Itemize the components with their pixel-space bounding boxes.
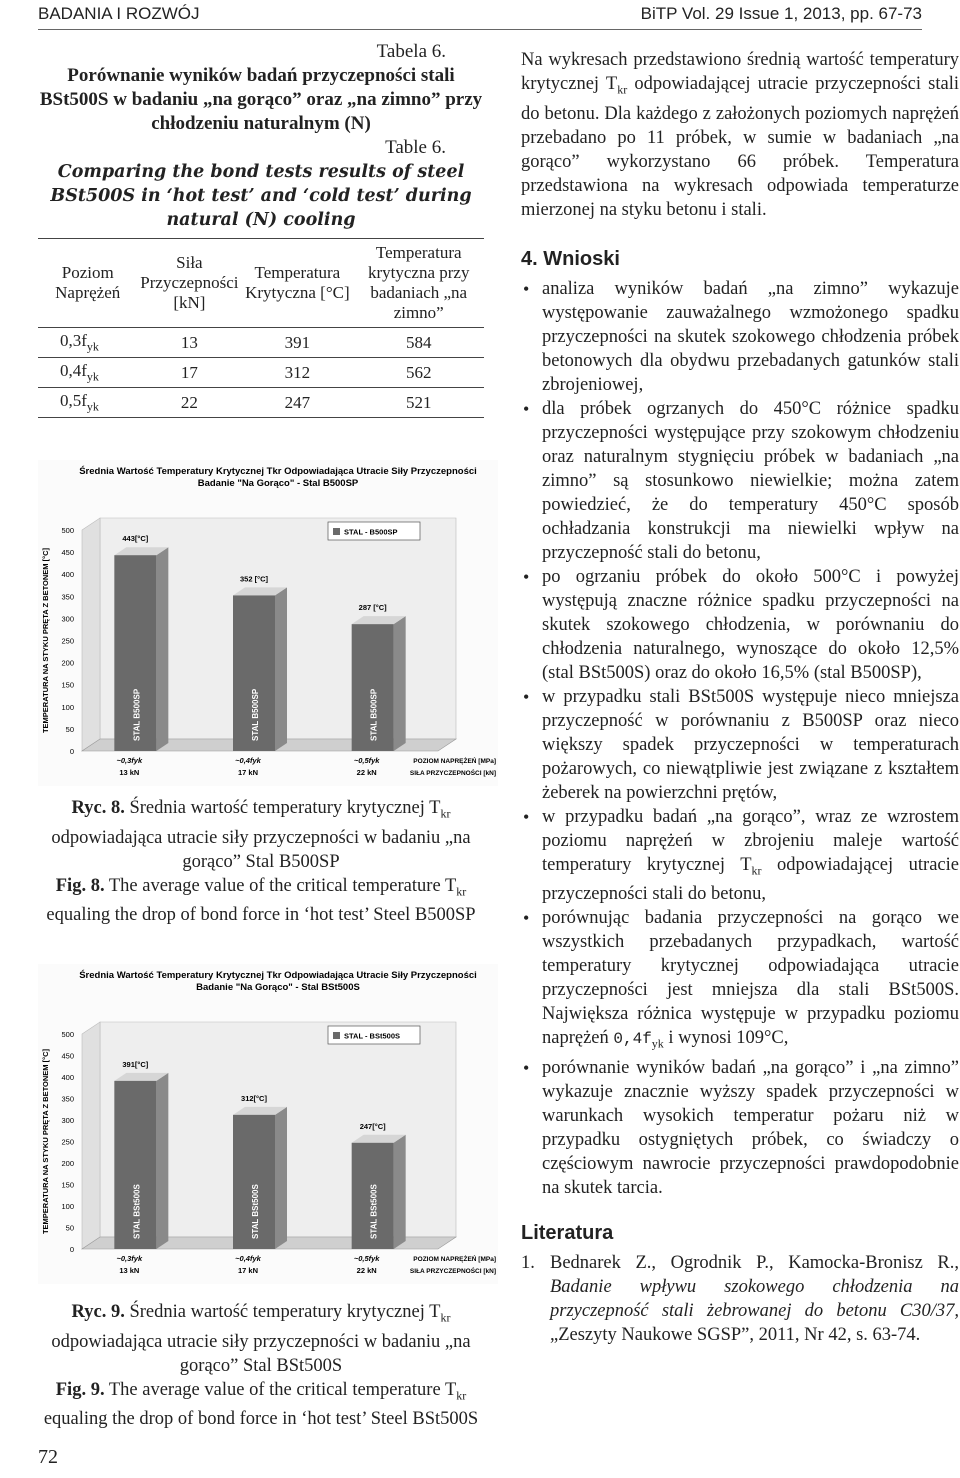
cell-tcrit: 391 <box>241 328 353 358</box>
bar-side <box>394 1135 406 1249</box>
y-tick-label: 50 <box>65 1223 74 1233</box>
x-tick-force: 13 kN <box>119 1266 140 1275</box>
col-header-tcrit: Temperatura Krytyczna [°C] <box>241 239 353 328</box>
y-tick-label: 100 <box>61 1202 74 1211</box>
y-tick-label: 250 <box>61 1137 74 1147</box>
legend-label: STAL - B500SP <box>344 527 398 537</box>
reference-item: 1. Bednarek Z., Ogrodnik P., Kamocka-Bronisz R., Badanie wpływu szokowego chłodzenia na przyczepność stali żebrowanej do betonu C30/37, „Zeszyty Naukowe SGSP”, 2011, Nr 42, s. 63-74. <box>521 1253 959 1346</box>
cell-tcrit: 247 <box>241 388 353 418</box>
y-tick-label: 350 <box>61 592 74 602</box>
cell-tcold: 562 <box>353 358 484 388</box>
cell-force: 13 <box>137 328 241 358</box>
y-tick-label: 150 <box>61 680 74 690</box>
x-tick-force: 22 kN <box>356 1266 377 1275</box>
data-label: 287 [°C] <box>358 603 387 613</box>
cell-level: $0,4f_{yk}$ <box>38 358 137 388</box>
cell-tcold: 521 <box>353 388 484 418</box>
y-tick-label: 400 <box>61 570 74 580</box>
page-number: 72 <box>38 1446 58 1468</box>
chart-side-wall <box>82 518 100 751</box>
x-axis-label: POZIOM NAPRĘŻEŃ [MPa] <box>413 1256 496 1263</box>
x-tick-force: 17 kN <box>237 1266 259 1275</box>
references-list <box>521 1251 959 1347</box>
y-tick-label: 50 <box>65 724 74 734</box>
legend-swatch <box>333 528 340 535</box>
data-label: 352 [°C] <box>239 574 269 584</box>
cell-tcrit: 312 <box>241 358 353 388</box>
figure-9-chart <box>38 964 498 1284</box>
table-row <box>38 358 484 388</box>
list-item: • dla próbek ogrzanych do 450°C różnice spadku przyczepności występujące przy szokowym chłodzeniu oraz naturalnym stygnięciu próbek w badaniach „na zimno” są stosunkowo niewielkie; można zatem powiedzieć, że do temperatury 450°C sposób ochładzania konstrukcji ma niewielki wpływ na przyczepność stali do betonu, <box>521 397 959 565</box>
chart-title: Badanie "Na Gorąco" - Stal B500SP <box>197 478 359 489</box>
figure-8-chart <box>38 460 498 786</box>
list-item: • w przypadku stali BSt500S występuje nieco mniejsza przyczepność w porównaniu z B500SP oraz nieco większy spadek przyczepności w temperaturach pożarowych, co niewątpliwie jest związane z kształtem żeberek na powierzchni prętów, <box>521 685 959 805</box>
intro-paragraph: Na wykresach przedstawiono średnią wartość temperatury krytycznej $T_{kr}$ odpowiadającej utracie przyczepności stali do betonu. Dla każdego z założonych poziomych naprężeń przebadano po 11 próbek, w sumie w badaniach „na gorąco” wykorzystano 66 próbek. Temperatura przedstawiona na wykresach odpowiada temperaturze mierzonej na styku betonu i stali. <box>521 50 960 220</box>
figure-8-caption: Ryc. 8. Średnia wartość temperatury krytycznej $T_{kr}$ odpowiadająca utracie siły przyczepności w badaniu „na gorąco” Stal B500SP Fig. 8. The average value of the critical temperature $T_{kr}$ equaling the drop of bond force in ‘hot test’ Steel B500SP <box>46 798 476 926</box>
running-header-left: BADANIA I ROZWÓJ <box>38 4 200 23</box>
right-column <box>521 48 959 1347</box>
x-tick-force: 22 kN <box>356 768 377 777</box>
cell-level: $0,5f_{yk}$ <box>38 388 137 418</box>
x-tick-label: ~0,5fyk <box>353 756 380 765</box>
conclusions-heading: 4. Wnioski <box>521 247 620 270</box>
y-tick-label: 200 <box>61 658 74 668</box>
table-label-en: Table 6. <box>385 137 446 158</box>
y-tick-label: 300 <box>61 1116 74 1125</box>
bar-side <box>394 616 406 751</box>
legend-swatch <box>333 1032 340 1039</box>
y-axis-label: TEMPERATURA NA STYKU PRĘTA Z BETONEM [°C] <box>41 1048 50 1235</box>
x-axis-label: POZIOM NAPRĘŻEŃ [MPa] <box>413 758 496 765</box>
table-title-en: Comparing the bond tests results of steel BSt500S in ‘hot test’ and ‘cold test’ during natural (N) cooling <box>50 162 472 230</box>
data-label: 247[°C] <box>359 1121 386 1131</box>
cell-force: 17 <box>137 358 241 388</box>
table-row <box>38 328 484 358</box>
y-tick-label: 300 <box>61 614 74 624</box>
literature-heading: Literatura <box>521 1222 614 1245</box>
table-title-pl: Porównanie wyników badań przyczepności stali BSt500S w badaniu „na gorąco” oraz „na zimno” przy chłodzeniu naturalnym (N) <box>39 65 483 134</box>
bar-side <box>156 547 168 751</box>
bar-label: STAL B500SP <box>251 688 260 741</box>
list-item: • po ogrzaniu próbek do około 500°C i powyżej występują znaczne różnice spadku przyczepności na skutek szokowego chłodzenia, w porównaniu do chłodzenia naturalnego, wynoszące do około 12,5% (stal BSt500S) oraz do około 16,5% (stal B500SP), <box>521 565 959 685</box>
table-label-pl: Tabela 6. <box>376 41 446 62</box>
x-tick-force: 13 kN <box>119 768 140 777</box>
bar-side <box>156 1073 168 1249</box>
table-row <box>38 388 484 418</box>
conclusions-list <box>521 277 959 1200</box>
bar-label: STAL B500SP <box>369 688 379 741</box>
list-item: • analiza wyników badań „na zimno” wykazuje występowanie zauważalnego wzmożonego spadku przyczepności na skutek szokowego chłodzenia próbek betonowych dla obydwu przebadanych gatunków stali zbrojeniowej, <box>521 277 959 397</box>
y-tick-label: 450 <box>61 1051 74 1061</box>
left-column <box>38 40 484 418</box>
y-tick-label: 0 <box>69 747 74 756</box>
running-header-right: BiTP Vol. 29 Issue 1, 2013, pp. 67-73 <box>640 4 922 23</box>
figure-9-caption: Ryc. 9. Średnia wartość temperatury krytycznej $T_{kr}$ odpowiadająca utracie siły przyczepności w badaniu „na gorąco” Stal BSt500S Fig. 9. The average value of the critical temperature $T_{kr}$ equaling the drop of bond force in ‘hot test’ Steel BSt500S <box>43 1302 479 1430</box>
col-header-tcold: Temperatura krytyczna przy badaniach „na zimno” <box>353 239 484 328</box>
bar-label: STAL BSt500S <box>369 1184 379 1239</box>
x-axis-label-force: SIŁA PRZYCZEPNOŚCI [kN] <box>409 770 496 777</box>
x-tick-label: ~0,4fyk <box>235 1254 261 1263</box>
y-tick-label: 500 <box>61 1030 74 1039</box>
y-tick-label: 150 <box>61 1180 74 1190</box>
table-header-row <box>38 239 484 328</box>
y-tick-label: 250 <box>61 636 74 646</box>
cell-tcold: 584 <box>353 328 484 358</box>
cell-force: 22 <box>137 388 241 418</box>
x-tick-force: 17 kN <box>237 768 259 777</box>
y-tick-label: 400 <box>61 1073 74 1082</box>
header-rule <box>38 29 922 30</box>
results-table <box>38 238 484 418</box>
bar-label: STAL B500SP <box>132 688 142 741</box>
data-label: 443[°C] <box>122 534 149 544</box>
y-tick-label: 100 <box>61 702 74 712</box>
list-item: • w przypadku badań „na gorąco”, wraz ze wzrostem poziomu naprężeń w zbrojeniu maleje wartość temperatury krytycznej $T_{kr}$ odpowiadającej utracie przyczepności stali do betonu, <box>521 805 959 907</box>
chart-title: Średnia Wartość Temperatury Krytycznej Tkr Odpowiadająca Utracie Siły Przyczepności <box>79 466 477 477</box>
bar-label: STAL BSt500S <box>251 1184 260 1239</box>
list-item: • porównując badania przyczepności na gorąco we wszystkich przebadanych przypadkach, wartość temperatury krytycznej odpowiadająca utracie przyczepności jest mniejsza dla stali BSt500S. Największa różnica występuje w przypadku poziomu naprężeń $0,4f_{yk}$ i wynosi 109°C, <box>521 906 959 1056</box>
chart-title: Średnia Wartość Temperatury Krytycznej Tkr Odpowiadająca Utracie Siły Przyczepności <box>79 970 477 981</box>
x-tick-label: ~0,3fyk <box>116 1254 143 1263</box>
x-axis-label-force: SIŁA PRZYCZEPNOŚCI [kN] <box>409 1268 496 1275</box>
cell-level: $0,3f_{yk}$ <box>38 328 137 358</box>
chart-title: Badanie "Na Gorąco" - Stal BSt500S <box>196 982 360 993</box>
x-tick-label: ~0,3fyk <box>116 756 143 765</box>
y-tick-label: 200 <box>61 1159 74 1168</box>
legend-label: STAL - BSt500S <box>344 1031 400 1041</box>
data-label: 312[°C] <box>241 1093 267 1103</box>
chart-side-wall <box>82 1022 100 1249</box>
col-header-level: Poziom Naprężeń <box>38 239 137 328</box>
y-tick-label: 350 <box>61 1094 74 1104</box>
y-tick-label: 450 <box>61 548 74 558</box>
bar-label: STAL BSt500S <box>132 1184 142 1239</box>
list-item: • porównanie wyników badań „na gorąco” i „na zimno” wykazuje znacznie wyższy spadek przyczepności w warunkach wysokich temperatur pożaru niż w przypadku ostygniętych próbek, co świadczy o częściowym nawrocie przyczepności prawdopodobnie na skutek tarcia. <box>521 1056 959 1200</box>
x-tick-label: ~0,5fyk <box>353 1254 380 1263</box>
bar-side <box>275 1107 287 1249</box>
y-tick-label: 500 <box>61 526 74 535</box>
x-tick-label: ~0,4fyk <box>235 756 261 765</box>
col-header-force: Siła Przyczepności [kN] <box>137 239 241 328</box>
y-axis-label: TEMPERATURA NA STYKU PRĘTA Z BETONEM [°C] <box>41 547 50 734</box>
y-tick-label: 0 <box>69 1245 74 1254</box>
data-label: 391[°C] <box>122 1059 149 1069</box>
bar-side <box>275 587 287 751</box>
